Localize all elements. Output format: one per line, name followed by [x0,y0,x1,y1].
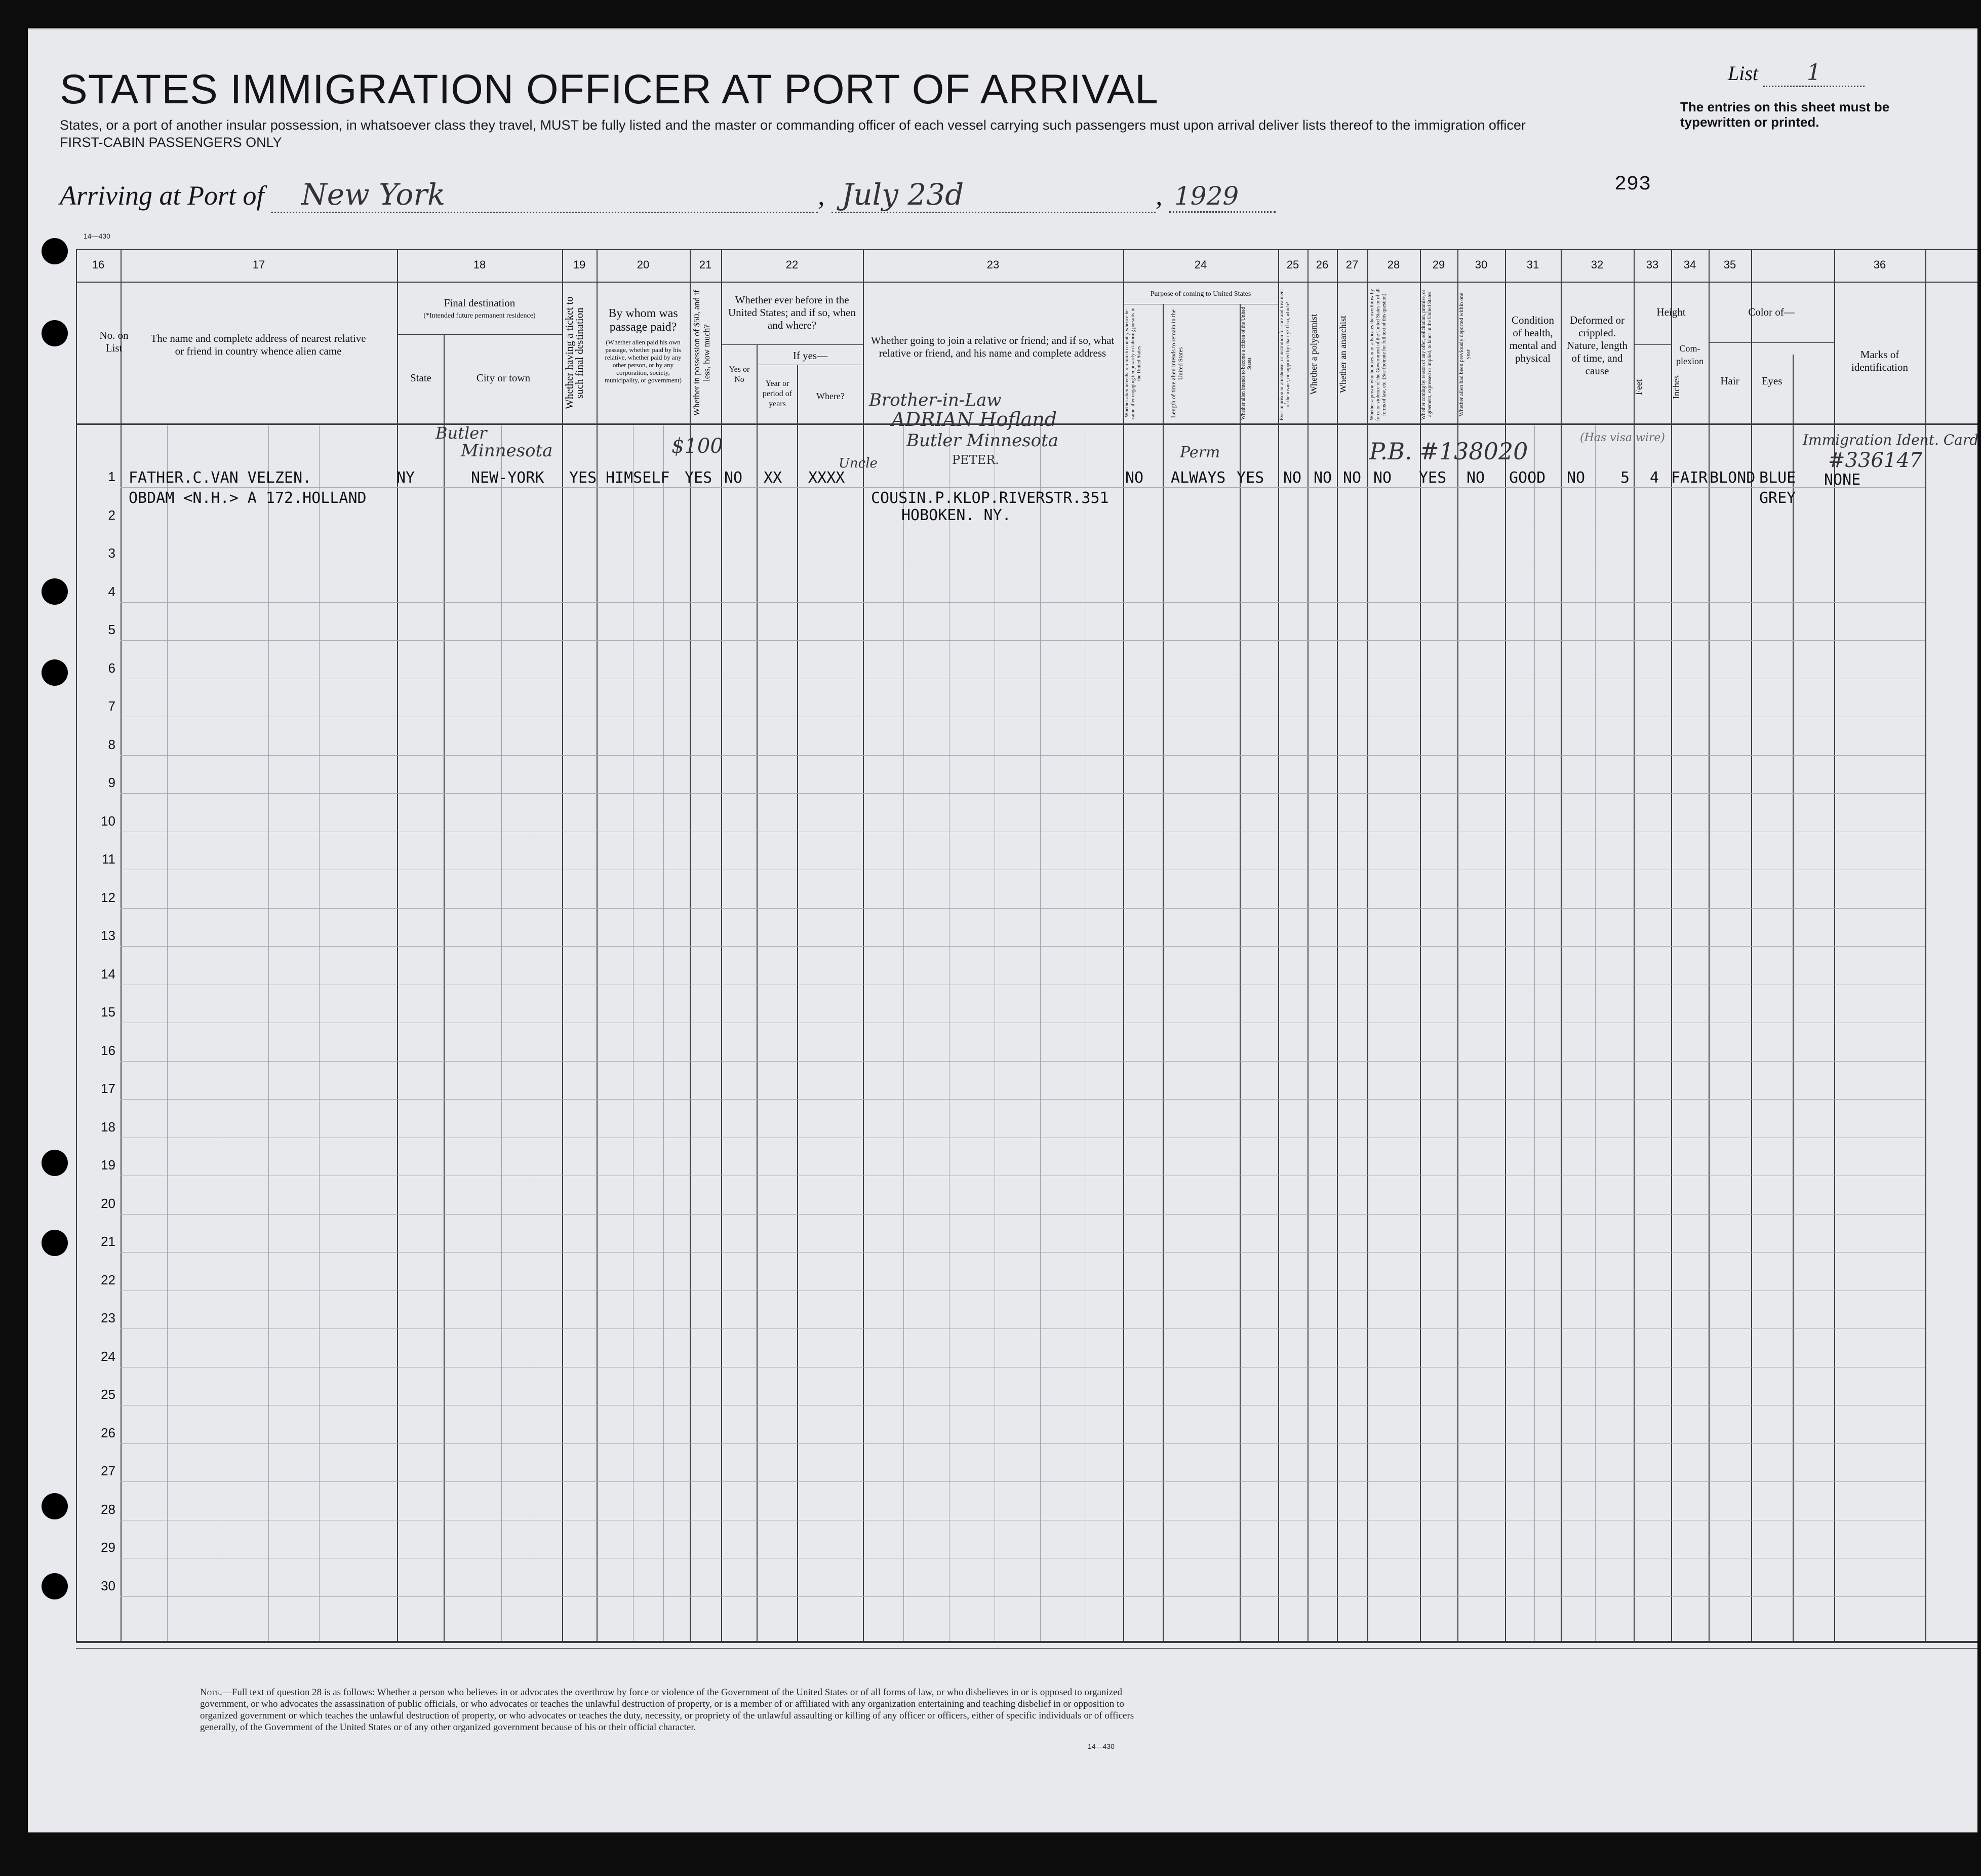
footnote [200,1687,1162,1733]
purpose-length-hand: Perm [1180,444,1220,461]
col-rule [1123,249,1124,1641]
hdr-eyes: Eyes [1761,375,1782,387]
footnote-text: —Full text of question 28 is as follows: Whether a person who believes in or advocates the overthrow by force or violence of the Government of the United States or of all forms of law, or who disbelieves in or is opposed to organized government, or who advocates the assassination of public officials, or who advocates or teaches the unlawful destruction of property, or is a member of or affiliated with any organization entertaining and teaching disbelief in or opposition to organized government or which teaches the unlawful destruction of property, or who advocates or teaches the duty, necessity, or propriety of the unlawful assaulting or killing of any officer or officers, either of specific individuals or of officers generally, of the Government of the United States or of any other organized government because of his or their official character. [200,1687,1134,1733]
height-feet: 5 [1620,469,1630,487]
hdr-height: Height [1656,306,1686,318]
dest-city-hand-2: Minnesota [461,441,553,461]
col-rule [1337,249,1338,1641]
row-number: 2 [108,507,115,523]
col-rule [1634,249,1635,1641]
purpose-citizen: YES [1237,469,1264,487]
before-where: XXXX [808,469,845,487]
footnote-lead: Note. [200,1687,222,1698]
hdr-final-destination [398,297,561,322]
joining-hand-3: Butler Minnesota [906,431,1059,451]
row-number: 27 [101,1463,115,1478]
col-rule [1240,304,1241,1641]
col-rule [721,249,722,1641]
hair: BLOND [1710,469,1756,487]
prison: NO [1283,469,1302,487]
joining-hand-5: Uncle [839,456,878,471]
anarchist: NO [1343,469,1362,487]
marks: NONE [1824,471,1861,489]
col-num-35: 35 [1723,258,1736,271]
row-number: 7 [108,698,115,714]
col-rule [121,249,122,1641]
col-num-17: 17 [252,258,265,271]
row-number: 18 [101,1119,115,1135]
row-number: 20 [101,1196,115,1211]
list-label-text: List [1728,62,1759,85]
dest-city-hand-1: Butler [435,423,487,443]
row-rule [121,1252,1925,1253]
col-num-30: 30 [1475,258,1488,271]
col-num-23: 23 [986,258,1000,271]
col-rule [1671,249,1672,1641]
col-num-26: 26 [1316,258,1329,271]
row-number: 19 [101,1157,115,1172]
hdr-passage-sub: (Whether alien paid his own passage, whether paid by his relative, whether paid by any other person, or by any corporation, society, municipality, or government) [605,338,682,384]
hdr-where: Where? [816,391,845,401]
minor-guide [167,425,168,1641]
row-number: 29 [101,1540,115,1555]
before-year: XX [764,469,782,487]
row-rule [121,755,1925,756]
minor-guide [663,425,664,1641]
table-top-rule [76,249,1977,250]
punch-hole [42,1230,68,1256]
hdr-ticket: Whether having a ticket to such final destination [563,296,585,410]
row-rule [121,487,1925,488]
joining-hand-1: Brother-in-Law [869,390,1002,410]
col-num-20: 20 [637,258,650,271]
minor-guide [1595,425,1596,1641]
hdr-anarchist: Whether an anarchist [1338,316,1348,394]
offer: YES [1419,469,1447,487]
hdr-yes-no: Yes or No [729,365,750,384]
col-rule [1278,249,1279,1641]
ticket: YES [569,469,597,487]
row-rule [121,1481,1925,1482]
col-rule [562,249,563,1641]
row-number: 15 [101,1004,115,1020]
port-name: New York [301,177,446,212]
hdr-prison: Ever in prison or almshouse, or institution for care and treatment of the insane, or supported by charity? If so, which? [1279,289,1291,420]
row-rule [121,1061,1925,1062]
joining-hand-2: ADRIAN Hofland [891,408,1057,431]
deported: NO [1467,469,1485,487]
col-num-18: 18 [473,258,486,271]
punch-hole [42,320,68,346]
hdr-joining: Whether going to join a relative or friend; and if so, what relative or friend, and his name and complete address [870,334,1115,359]
col-rule [1709,249,1710,1641]
minor-guide [319,425,320,1641]
col-num-36: 36 [1873,258,1886,271]
overthrow-hand: P.B. #138020 [1369,438,1528,465]
first-cabin-label: FIRST-CABIN PASSENGERS ONLY [60,135,282,150]
col-rule [1925,249,1926,1641]
money: YES [685,469,712,487]
col-rule [1793,355,1794,1641]
hdr-purpose-return: Whether alien intends to return to country whence he came after engaging temporarily in laboring pursuits in the United States [1124,307,1142,420]
col-num-21: 21 [699,258,712,271]
row-number: 21 [101,1234,115,1249]
dest-city: NEW-YORK [471,469,544,487]
eyes-line-2: GREY [1759,489,1796,507]
punch-hole [42,1493,68,1519]
hdr-money: Whether in possession of $50, and if less, how much? [692,290,711,416]
row-number: 12 [101,890,115,905]
row-number: 8 [108,737,115,752]
row-number: 4 [108,584,115,599]
overthrow: NO [1373,469,1392,487]
paid-by: HIMSELF [606,469,670,487]
polygamist: NO [1314,469,1332,487]
punch-hole [42,659,68,686]
row-number: 14 [101,966,115,982]
arrival-line: Arriving at Port of New York , July 23d , 1929 [60,177,1276,213]
footnote-code: 14—430 [1088,1742,1115,1750]
minor-guide [501,425,502,1641]
arriving-label: Arriving at Port of [60,180,264,211]
col-rule [444,334,445,1641]
hdr-state: State [410,372,431,384]
hdr-complexion: Com-plexion [1676,343,1703,366]
punch-hole [42,578,68,605]
joining-line-2: HOBOKEN. NY. [901,506,1011,524]
row-rule [121,1099,1925,1100]
health: GOOD [1509,469,1546,487]
row-number: 26 [101,1425,115,1440]
row-number: 28 [101,1502,115,1517]
hdr-marks: Marks of identification [1851,348,1908,373]
hdr-hair: Hair [1720,375,1739,387]
minor-guide [1040,425,1041,1641]
marks-hand-2: #336147 [1828,449,1923,472]
hdr-polygamist: Whether a polygamist [1309,314,1319,395]
col-rule [1163,304,1164,1641]
punch-hole [42,238,68,264]
hdr-inches: Inches [1671,375,1681,400]
col-rule [1308,249,1309,1641]
minor-guide [1534,425,1535,1641]
row-number: 5 [108,622,115,637]
col-rule [757,344,758,1641]
hdr-overthrow: Whether a person who believes in or advocates the overthrow by force or violence of the Government of the United States or of all forms of law, etc. (See footnote for full text of this question) [1369,288,1387,421]
col-num-24: 24 [1194,258,1207,271]
col-num-33: 33 [1646,258,1659,271]
hdr-before-in-us: Whether ever before in the United States; and if so, when and where? [728,294,856,331]
col-num-31: 31 [1526,258,1539,271]
minor-guide [268,425,269,1641]
row-rule [121,908,1925,909]
row-rule [121,1596,1925,1597]
col-rule [797,365,798,1641]
sub-rule [397,334,562,335]
row-rule [121,640,1925,641]
relative-name: FATHER.C.VAN VELZEN. [129,469,312,487]
row-number: 13 [101,928,115,943]
col-num-16: 16 [92,258,105,271]
row-rule [121,946,1925,947]
row-rule [121,602,1925,603]
hdr-feet: Feet [1634,379,1644,396]
hdr-passage [599,307,688,384]
col-num-25: 25 [1286,258,1299,271]
deformed-hand: (Has visa wire) [1580,432,1666,444]
row-rule [121,1443,1925,1444]
sheet-number: 293 [1614,173,1651,196]
col-num-29: 29 [1432,258,1445,271]
eyes-line-1: BLUE [1759,469,1796,487]
minor-guide [903,425,904,1641]
hdr-if-yes: If yes— [793,349,828,362]
row-number: 3 [108,545,115,561]
col-rule [690,249,691,1641]
col-rule [397,249,398,1641]
row-rule [121,1328,1925,1329]
purpose-return: NO [1125,469,1144,487]
complexion: FAIR [1671,469,1708,487]
row-rule [121,793,1925,794]
col-num-28: 28 [1387,258,1400,271]
col-num-32: 32 [1591,258,1604,271]
row-number: 30 [101,1578,115,1593]
sub-rule [721,344,863,345]
col-num-19: 19 [573,258,586,271]
hdr-year: Year or period of years [762,379,793,408]
sub-rule [1751,342,1834,343]
row-number: 24 [101,1349,115,1364]
punch-hole [42,1573,68,1599]
money-hand: $100 [671,435,723,458]
arrival-year: 1929 [1174,181,1239,211]
intro-text [60,116,1630,151]
hdr-no-on-list: No. on List [99,329,129,354]
purpose-length: ALWAYS [1171,469,1226,487]
dest-state: NY [397,469,415,487]
hdr-relative: The name and complete address of nearest relative or friend in country whence alien came [150,332,366,357]
hdr-deported: Whether alien had been previously deported within one year [1458,292,1471,417]
marks-hand-1: Immigration Ident. Card [1803,432,1979,448]
arrival-date: July 23d [842,177,964,212]
hdr-purpose-citizen: Whether alien intends to become a citizen of the United States [1241,307,1252,420]
hdr-passage-title: By whom was passage paid? [608,307,678,334]
joining-line-1: COUSIN.P.KLOP.RIVERSTR.351 [871,489,1109,507]
form-code: 14—430 [84,232,110,240]
row-number: 9 [108,775,115,790]
height-inches: 4 [1650,469,1659,487]
row-number: 23 [101,1310,115,1325]
hdr-purpose-length: Length of time alien intends to remain in the United States [1170,309,1184,418]
row-number: 11 [102,851,115,867]
col-rule [597,249,598,1641]
hdr-purpose: Purpose of coming to United States [1150,290,1251,298]
intro-line: States, or a port of another insular possession, in whatsoever class they travel, MUST be fully listed and the master or commanding officer of each vessel carrying such passengers must upon arrival deliver lists thereof to the immigration officer [60,118,1526,133]
row-number: 10 [101,813,115,829]
col-num-22: 22 [785,258,799,271]
before-in-us: NO [724,469,743,487]
hdr-final-destination-title: Final destination [444,297,516,309]
hdr-health: Condition of health, mental and physical [1509,314,1557,364]
manifest-sheet [28,28,1977,1832]
list-label [1728,60,1865,87]
table-bottom-rule [76,1641,1977,1643]
hdr-offer: Whether coming by reason of any offer, solicitation, promise, or agreement, expressed or implied, to labor in the United States [1421,289,1433,420]
col-num-27: 27 [1345,258,1359,271]
row-number: 17 [101,1081,115,1096]
footer-rule [76,1648,1977,1649]
hdr-city: City or town [476,372,531,384]
list-number: 1 [1807,60,1821,86]
row-number: 1 [108,469,115,484]
row-number: 22 [101,1272,115,1287]
row-number: 16 [101,1043,115,1058]
punch-hole [42,1150,68,1176]
colnum-rule [76,282,1977,283]
joining-hand-4: PETER. [952,453,999,467]
col-rule [1561,249,1562,1641]
col-num-34: 34 [1683,258,1696,271]
hdr-color-of: Color of— [1748,306,1795,318]
row-rule [121,1214,1925,1215]
relative-address: OBDAM <N.H.> A 172.HOLLAND [129,489,367,507]
col-rule [1367,249,1368,1641]
row-number: 25 [101,1387,115,1402]
deformed: NO [1567,469,1586,487]
row-number: 6 [108,660,115,676]
page-title: STATES IMMIGRATION OFFICER AT PORT OF ARRIVAL [60,66,1159,112]
hdr-final-destination-sub: (*Intended future permanent residence) [423,312,536,320]
col-rule [1751,249,1752,1641]
hdr-deformed: Deformed or crippled. Nature, length of time, and cause [1566,314,1628,377]
sub-rule [1634,344,1671,345]
typewritten-instructions: The entries on this sheet must be typewritten or printed. [1680,99,1890,130]
